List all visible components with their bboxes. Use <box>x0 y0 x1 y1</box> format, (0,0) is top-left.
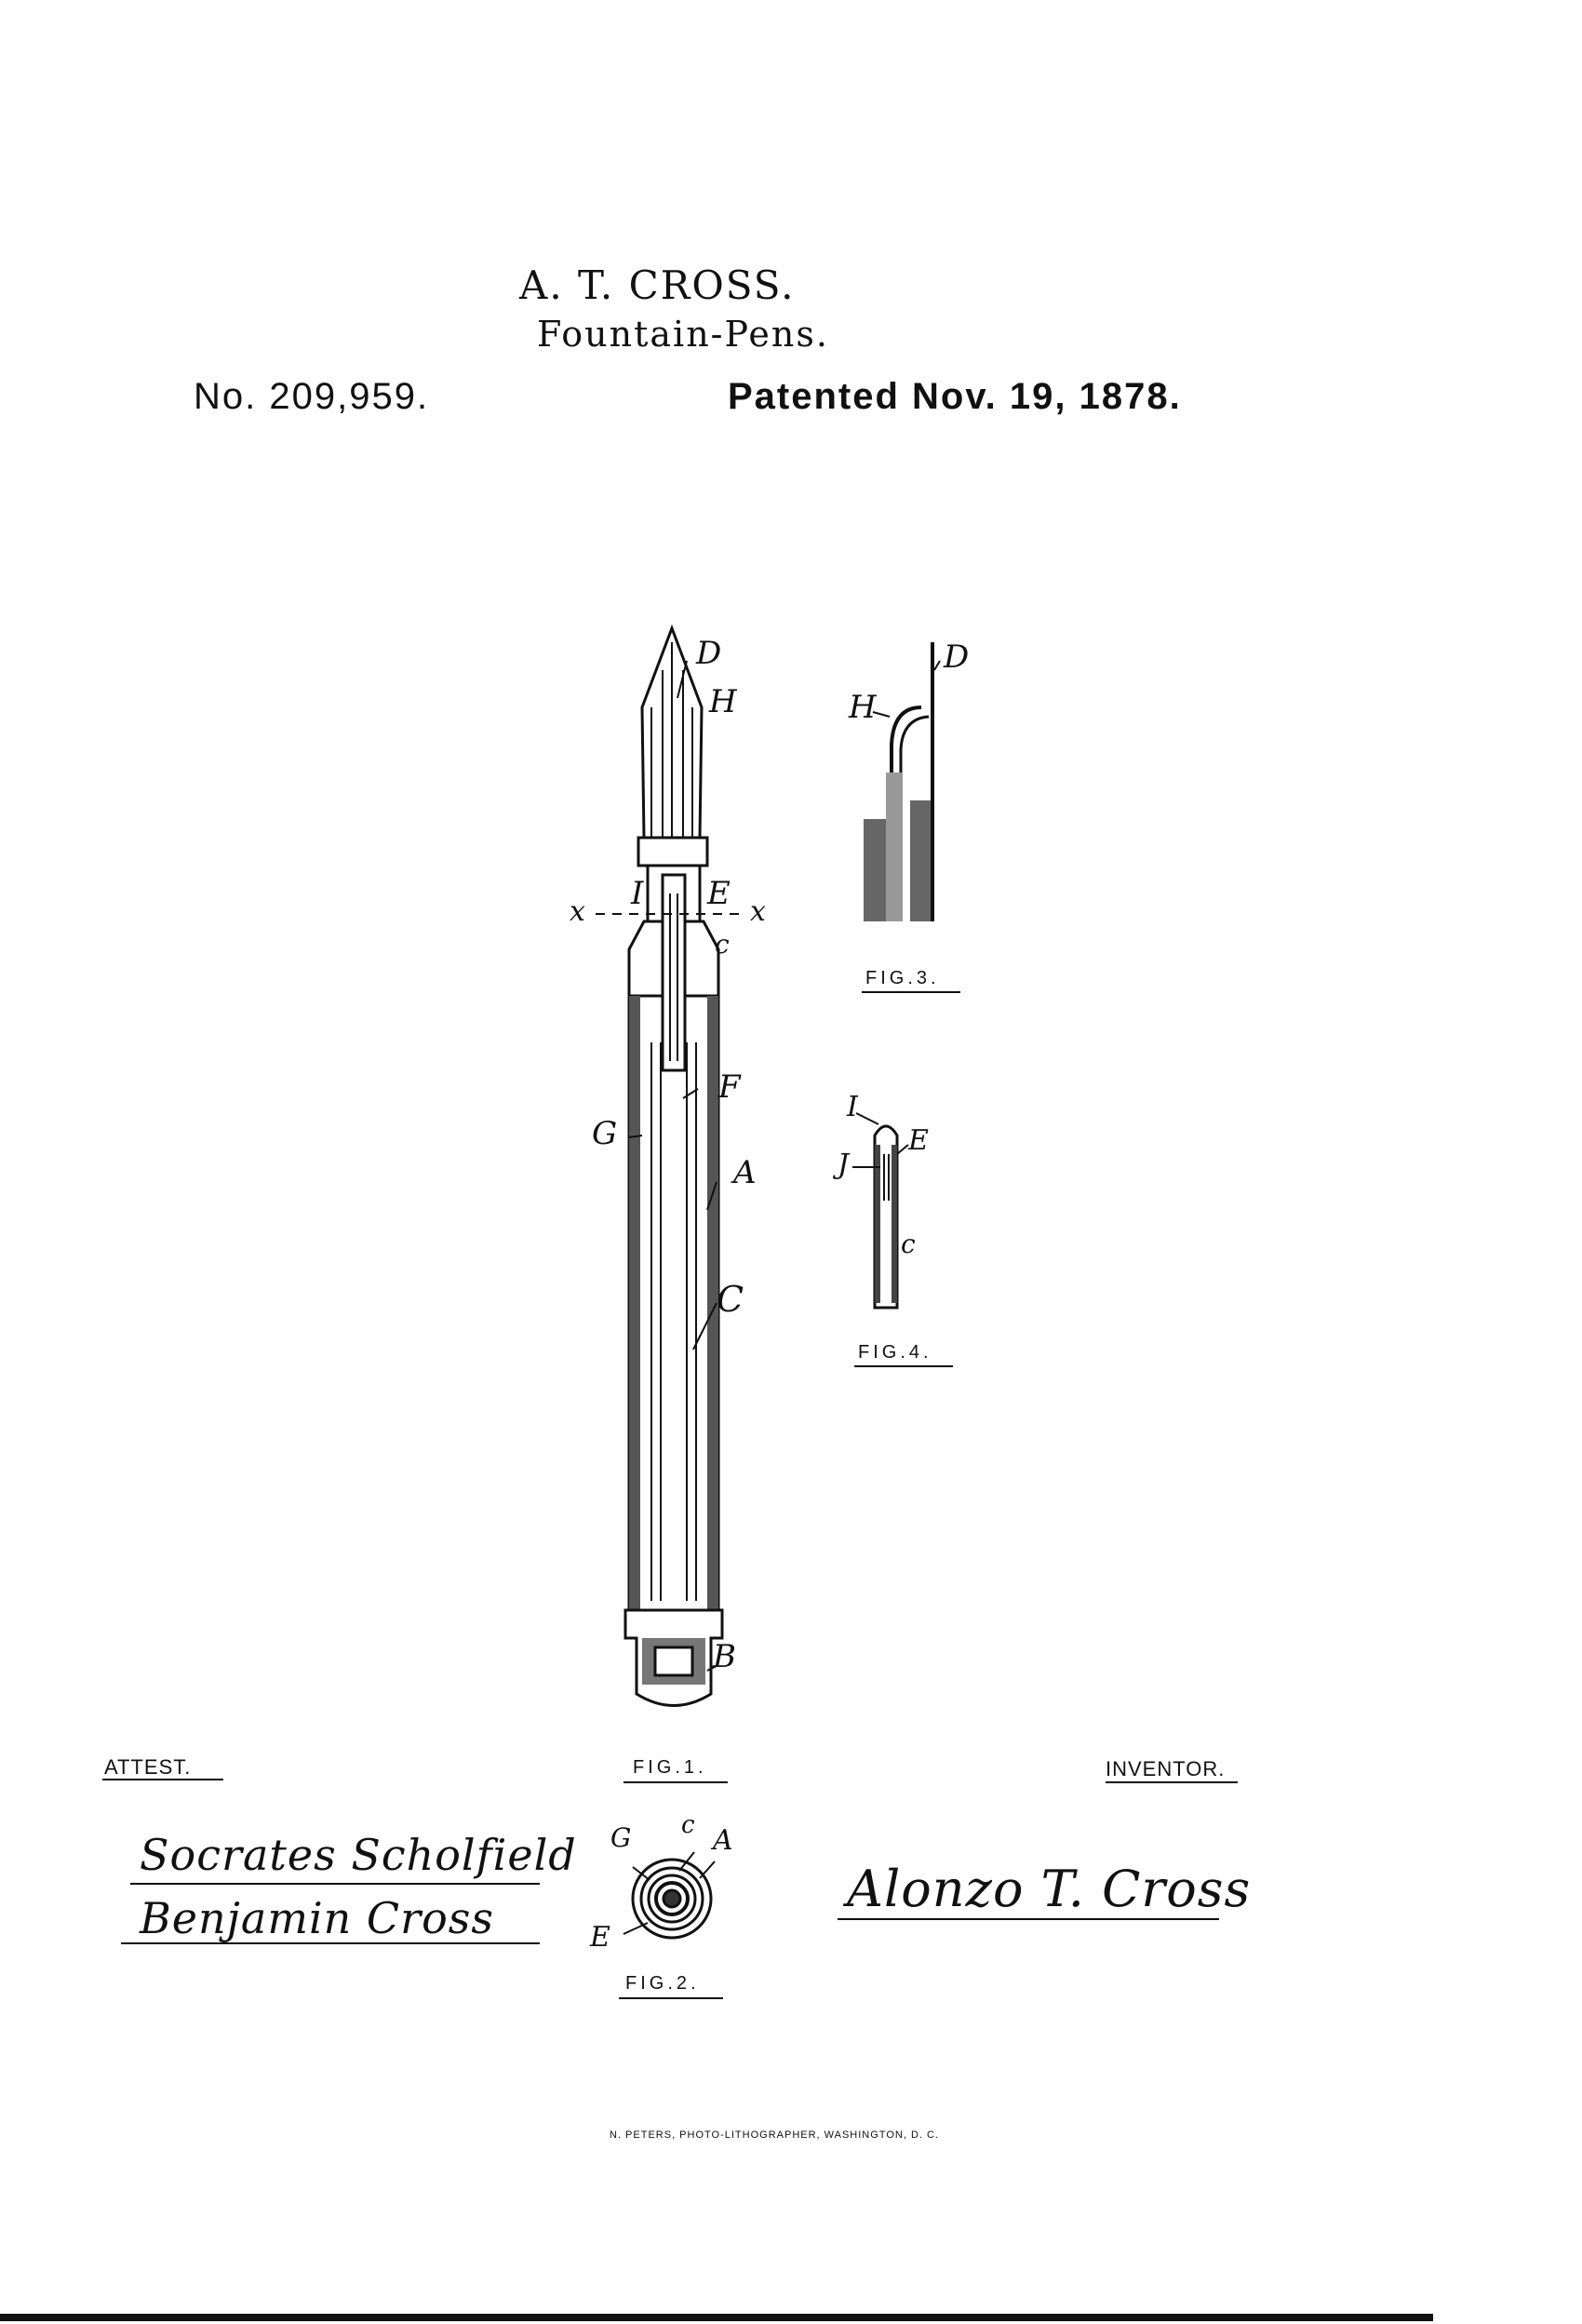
ref-letter-h-fig3: H <box>849 689 877 726</box>
ref-letter-e-fig1: E <box>707 875 731 912</box>
ref-letter-a-fig2: A <box>713 1824 733 1857</box>
ref-letter-d-fig1: D <box>696 635 722 672</box>
fig4-drawing <box>852 1113 908 1308</box>
fig4-caption: FIG.4. <box>858 1342 932 1363</box>
ref-letter-d-fig3: D <box>944 638 970 676</box>
patent-number: No. 209,959. <box>194 376 430 417</box>
fig3-caption: FIG.3. <box>865 968 940 988</box>
fig2-drawing <box>623 1852 715 1938</box>
invention-title: Fountain-Pens. <box>537 314 829 355</box>
ref-letter-c-fig2: c <box>681 1811 695 1839</box>
ref-letter-b-fig1: B <box>713 1638 736 1675</box>
witness-signature-1: Socrates Scholfield <box>140 1830 577 1880</box>
ref-letter-c-upper-fig1: C <box>717 1279 744 1320</box>
fig1-pen-drawing <box>596 628 744 1706</box>
ref-letter-e-fig2: E <box>590 1921 610 1954</box>
ref-letter-c-fig4: c <box>901 1229 916 1259</box>
inventor-label: INVENTOR. <box>1106 1757 1226 1780</box>
fig2-caption: FIG.2. <box>625 1973 700 1994</box>
ref-letter-j-fig4: J <box>838 1149 850 1181</box>
inventor-signature: Alonzo T. Cross <box>847 1860 1252 1918</box>
attest-label: ATTEST. <box>104 1755 192 1779</box>
ref-letter-x-right: x <box>750 895 766 928</box>
ref-letter-c-fig1: c <box>715 929 730 960</box>
printer-credit: N. PETERS, PHOTO-LITHOGRAPHER, WASHINGTON, D. C. <box>610 2129 939 2141</box>
ref-letter-h-fig1: H <box>709 683 737 720</box>
ref-letter-f-fig1: F <box>718 1068 741 1106</box>
ref-letter-x-left: x <box>570 895 585 928</box>
ref-letter-a-fig1: A <box>733 1154 757 1191</box>
ref-letter-e-fig4: E <box>908 1124 929 1157</box>
fig3-drawing <box>864 642 940 921</box>
patent-date: Patented Nov. 19, 1878. <box>728 376 1182 417</box>
fig1-caption: FIG.1. <box>633 1757 707 1778</box>
inventor-name: A. T. CROSS. <box>519 262 796 308</box>
ref-letter-i-fig4: I <box>847 1091 858 1123</box>
ref-letter-i-fig1: I <box>631 875 644 912</box>
ref-letter-g-fig1: G <box>592 1115 618 1152</box>
ref-letter-g-fig2: G <box>610 1822 632 1853</box>
witness-signature-2: Benjamin Cross <box>140 1893 495 1943</box>
